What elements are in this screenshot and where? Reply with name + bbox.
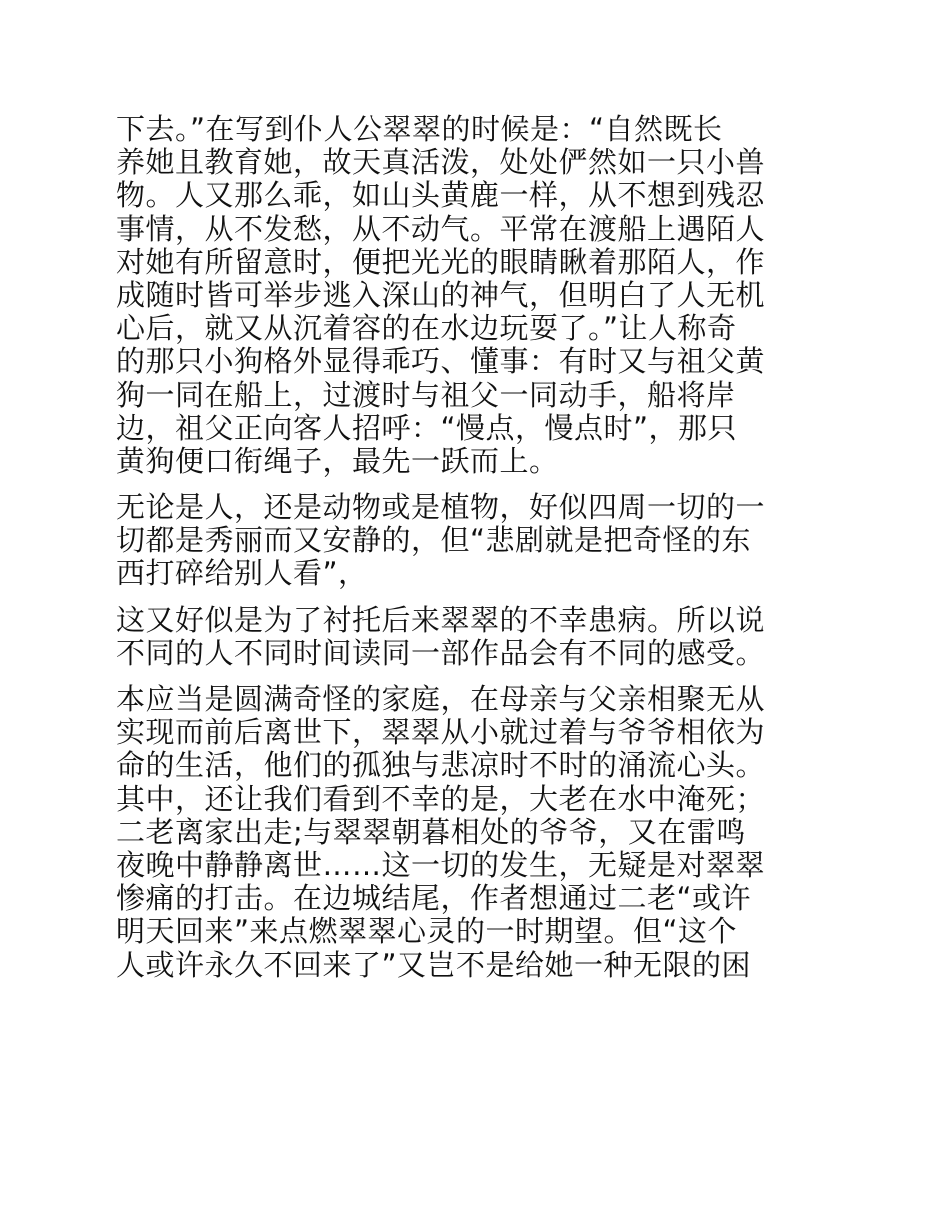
text-line: 边，祖父正向客人招呼：“慢点，慢点时”，那只 bbox=[116, 411, 738, 445]
text-line: 本应当是圆满奇怪的家庭，在母亲与父亲相聚无从 bbox=[116, 683, 766, 716]
text-line: 心后，就又从沉着容的在水边玩耍了。”让人称奇 bbox=[116, 312, 737, 346]
text-line: 夜晚中静静离世……这一切的发生，无疑是对翠翠 bbox=[116, 848, 766, 882]
text-line: 实现而前后离世下，翠翠从小就过着与爷爷相依为 bbox=[116, 716, 766, 750]
text-line: 对她有所留意时，便把光光的眼睛瞅着那陌人，作 bbox=[116, 245, 766, 279]
paragraph-2 bbox=[116, 491, 832, 591]
text-line: 的那只小狗格外显得乖巧、懂事：有时又与祖父黄 bbox=[116, 345, 766, 379]
text-line: 下去。”在写到仆人公翠翠的时候是：“自然既长 bbox=[116, 113, 723, 146]
text-line: 其中，还让我们看到不幸的是，大老在水中淹死； bbox=[116, 782, 766, 816]
text-line: 这又好似是为了衬托后来翠翠的不幸患病。所以说 bbox=[116, 603, 766, 637]
text-line: 物。人又那么乖，如山头黄鹿一样，从不想到残忍 bbox=[116, 179, 766, 213]
text-line: 命的生活，他们的孤独与悲凉时不时的涌流心头。 bbox=[116, 749, 766, 783]
text-line: 不同的人不同时间读同一部作品会有不同的感受。 bbox=[116, 636, 766, 670]
paragraph-1 bbox=[116, 113, 832, 478]
paragraph-3 bbox=[116, 604, 832, 670]
text-line: 黄狗便口衔绳子，最先一跃而上。 bbox=[116, 444, 559, 478]
text-line: 事情，从不发愁，从不动气。平常在渡船上遇陌人 bbox=[116, 212, 766, 246]
text-line: 西打碎给别人看”， bbox=[116, 557, 368, 591]
text-line: 惨痛的打击。在边城结尾，作者想通过二老“或许 bbox=[116, 882, 752, 916]
text-line: 明天回来”来点燃翠翠心灵的一时期望。但“这个 bbox=[116, 915, 738, 949]
text-line: 狗一同在船上，过渡时与祖父一同动手，船将岸 bbox=[116, 378, 736, 412]
text-line: 切都是秀丽而又安静的，但“悲剧就是把奇怪的东 bbox=[116, 524, 752, 558]
text-line: 成随时皆可举步逃入深山的神气，但明白了人无机 bbox=[116, 278, 766, 312]
text-line: 养她且教育她，故天真活泼，处处俨然如一只小兽 bbox=[116, 146, 766, 180]
document-body bbox=[116, 113, 832, 995]
text-line: 二老离家出走;与翠翠朝暮相处的爷爷，又在雷鸣 bbox=[116, 815, 746, 849]
text-line: 人或许永久不回来了”又岂不是给她一种无限的困 bbox=[116, 948, 752, 982]
text-line: 无论是人，还是动物或是植物，好似四周一切的一 bbox=[116, 491, 766, 525]
paragraph-4 bbox=[116, 683, 832, 982]
